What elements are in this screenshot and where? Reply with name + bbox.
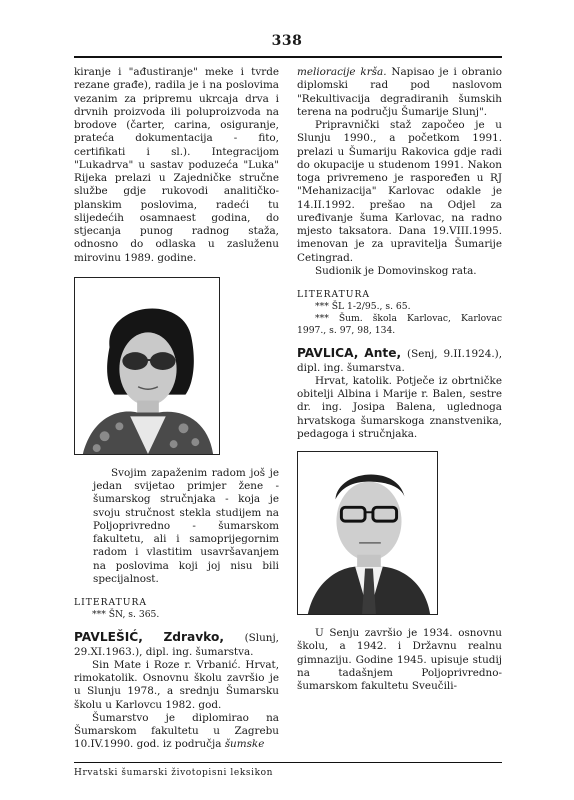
entry-heading-pavlesic — [74, 631, 279, 659]
left-column — [74, 66, 279, 752]
right-column — [297, 66, 502, 693]
entry-italic-term: šumske — [224, 738, 265, 751]
portrait-photo-woman — [74, 277, 220, 455]
header-rule — [74, 56, 502, 58]
photo-caption: Svojim zapaženim radom još je jedan svijetao primjer žene - šumarskog stručnjaka - koja je svoju stručnost stekla studijem na Poljoprivredno - šumarskom fakultetu, ali i samoprijegornim radom i vlastitim usavršavanjem na poslovima koji joj nisu bili specijalnost. — [93, 466, 279, 585]
literature-heading: LITERATURA — [297, 289, 371, 300]
portrait-woman-image — [75, 278, 219, 454]
portrait-photo-man — [297, 451, 438, 615]
entry-details: (Senj, 9.II.1924.), dipl. ing. šumarstva. — [297, 348, 503, 374]
footer-title: Hrvatski šumarski životopisni leksikon — [74, 768, 274, 778]
paragraph-war: Sudionik je Domovinskog rata. — [315, 264, 477, 277]
literature-reference: *** Šum. škola Karlovac, Karlovac 1997., s. 97, 98, 134. — [297, 313, 502, 337]
entry-paragraph-education: U Senju završio je 1934. osnovnu školu, a 1942. i Državnu realnu gimnaziju. Godine 1945. upisuje studij na tadašnjem Poljoprivredno-šumarskom fakultetu Sveučili- — [297, 627, 502, 692]
entry-surname: PAVLEŠIĆ, — [74, 630, 143, 645]
continued-paragraph — [297, 66, 502, 119]
entry-paragraph: Sin Mate i Roze r. Vrbanić. Hrvat, rimokatolik. Osnovnu školu završio je u Slunju 1978., a srednju Šumarsku školu u Karlovcu 1982. god. — [74, 658, 279, 711]
portrait-man-image — [298, 452, 437, 614]
entry-paragraph-2 — [74, 712, 279, 752]
literature-reference: *** ŠN, s. 365. — [92, 609, 160, 621]
footer-rule — [74, 762, 502, 763]
entry-paragraph: Hrvat, katolik. Potječe iz obrtničke obitelji Albina i Marije r. Balen, sestre dr. ing. Josipa Balena, uglednoga hrvatskoga šumarskoga znanstvenika, pedagoga i stručnjaka. — [297, 374, 502, 440]
page-number: 338 — [271, 33, 303, 49]
entry-name: Ante, — [364, 346, 402, 361]
entry-name: Zdravko, — [163, 630, 224, 645]
entry-details: (Slunj, 29.XI.1963.), dipl. ing. šumarstva. — [74, 632, 279, 658]
literature-reference: *** ŠL 1-2/95., s. 65. — [315, 301, 411, 313]
entry-paragraph-text: Šumarstvo je diplomirao na Šumarskom fakultetu u Zagrebu 10.IV.1990. god. iz područja — [74, 711, 279, 751]
entry-surname: PAVLICA, — [297, 346, 359, 361]
paragraph-career: Pripravnički staž započeo je u Slunju 1990., a početkom 1991. prelazi u Šumariju Rakovica gdje radi do okupacije u studenom 1991. Nakon toga privremeno je raspoređen u RJ "Mehanizacija" Karlovac odakle je 14.II.1992. prešao na Odjel za uređivanje šuma Karlovac, na radno mjesto taksatora. Dana 19.VIII.1995. imenovan je za upravitelja Šumarije Cetingrad. — [297, 119, 502, 264]
entry-heading-pavlica — [297, 347, 502, 375]
italic-term: melioracije krša. — [297, 66, 387, 78]
continuation-text: kiranje i "ađustiranje" meke i tvrde rezane građe), radila je i na poslovima vezanim za pripremu ukrcaja drva i drvnih proizvoda ili poluproizvoda na brodove (čarter, carina, osiguranje, prateća dokumentacija - fito, certifikati i sl.). Integracijom "Lukadrva" u sastav poduzeća "Luka" Rijeka prelazi u Zajedničke stručne službe gdje rukovodi analitičko-planskim poslovima, radeći tu slijedećih osamnaest godina, do stjecanja punog radnog staža, odnosno do odlaska u zasluženu mirovinu 1989. godine. — [74, 66, 279, 264]
paragraph-text: Napisao je i obranio diplomski rad pod naslovom "Rekultivacija degradiranih šumskih terena na području Šumarije Slunj". — [297, 66, 502, 118]
literature-heading: LITERATURA — [74, 597, 148, 608]
